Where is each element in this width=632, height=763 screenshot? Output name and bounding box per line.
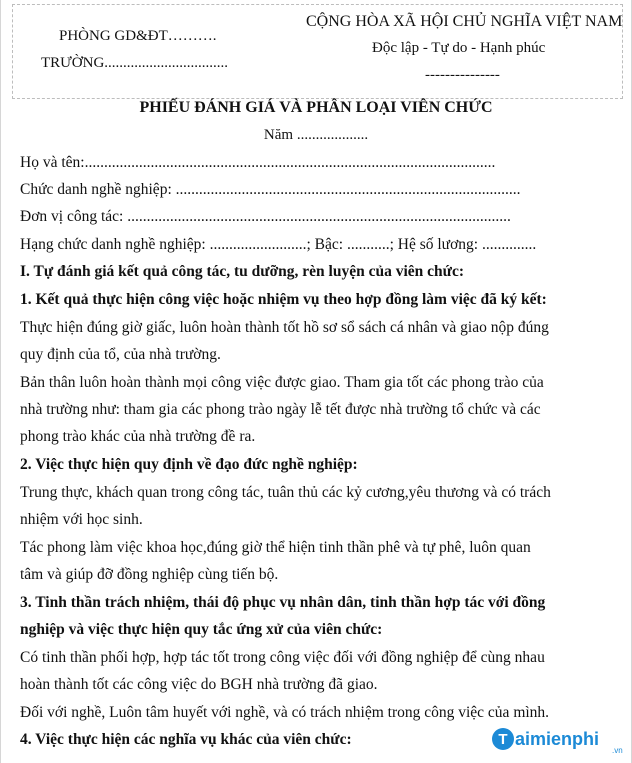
logo-mark-icon: T: [492, 728, 514, 750]
country-name: CỘNG HÒA XÃ HỘI CHỦ NGHĨA VIỆT NAM: [306, 13, 623, 30]
motto: Độc lập - Tự do - Hạnh phúc: [372, 40, 546, 56]
field-job-title: Chức danh nghề nghiệp: .........................................................................................: [20, 181, 521, 198]
paragraph-line: quy định của tổ, của nhà trường.: [20, 346, 221, 363]
item1-heading: 1. Kết quả thực hiện công việc hoặc nhiệm vụ theo hợp đồng làm việc đã ký kết:: [20, 291, 547, 308]
logo-domain: .vn: [612, 746, 623, 755]
paragraph-line: nhiệm với học sinh.: [20, 511, 143, 528]
school-line: TRƯỜNG.................................: [41, 55, 229, 71]
paragraph-line: Thực hiện đúng giờ giấc, luôn hoàn thành tốt hồ sơ sổ sách cá nhân và giao nộp đúng: [20, 319, 549, 336]
paragraph-line: Tác phong làm việc khoa học,đúng giờ thể hiện tinh thần phê và tự phê, luôn quan: [20, 539, 531, 556]
paragraph-line: nhà trường như: tham gia các phong trào ngày lễ tết được nhà trường tổ chức và các: [20, 401, 541, 418]
section-I-heading: I. Tự đánh giá kết quả công tác, tu dưỡng, rèn luyện của viên chức:: [20, 263, 464, 280]
logo-text: aimienphi: [515, 728, 600, 749]
paragraph-line: Trung thực, khách quan trong công tác, tuân thủ các kỷ cương,yêu thương và có trách: [20, 484, 551, 501]
field-unit: Đơn vị công tác: ...................................................................................................: [20, 208, 511, 225]
paragraph-line: tâm và giúp đỡ đồng nghiệp cùng tiến bộ.: [20, 566, 279, 583]
watermark-logo: [492, 726, 623, 755]
field-name: Họ và tên:..........................................................................................................: [20, 154, 496, 171]
item2-heading: 2. Việc thực hiện quy định về đạo đức nghề nghiệp:: [20, 456, 358, 473]
document-title: PHIẾU ĐÁNH GIÁ VÀ PHÂN LOẠI VIÊN CHỨC: [139, 99, 493, 116]
item3-heading: 3. Tinh thần trách nhiệm, thái độ phục vụ nhân dân, tinh thần hợp tác với đồng: [20, 594, 546, 611]
paragraph-line: phong trào khác của nhà trường đề ra.: [20, 428, 256, 445]
dept-line: PHÒNG GD&ĐT……….: [59, 28, 217, 44]
field-rank: Hạng chức danh nghề nghiệp: .........................; Bậc: ...........; Hệ số lương: ..............: [20, 236, 537, 253]
paragraph-line: Bản thân luôn hoàn thành mọi công việc được giao. Tham gia tốt các phong trào của: [20, 374, 544, 391]
item4-heading: 4. Việc thực hiện các nghĩa vụ khác của viên chức:: [20, 731, 352, 748]
paragraph-line: Có tinh thần phối hợp, hợp tác tốt trong công việc đối với đồng nghiệp để cùng nhau: [20, 649, 545, 666]
year-line: Năm ...................: [263, 127, 369, 143]
paragraph-line: Đối với nghề, Luôn tâm huyết với nghề, và có trách nhiệm trong công việc của mình.: [20, 704, 550, 721]
paragraph-line: hoàn thành tốt các công việc do BGH nhà trường đã giao.: [20, 676, 378, 693]
motto-separator: ---------------: [425, 67, 500, 83]
item3-heading-cont: nghiệp và việc thực hiện quy tắc ứng xử của viên chức:: [20, 621, 383, 638]
